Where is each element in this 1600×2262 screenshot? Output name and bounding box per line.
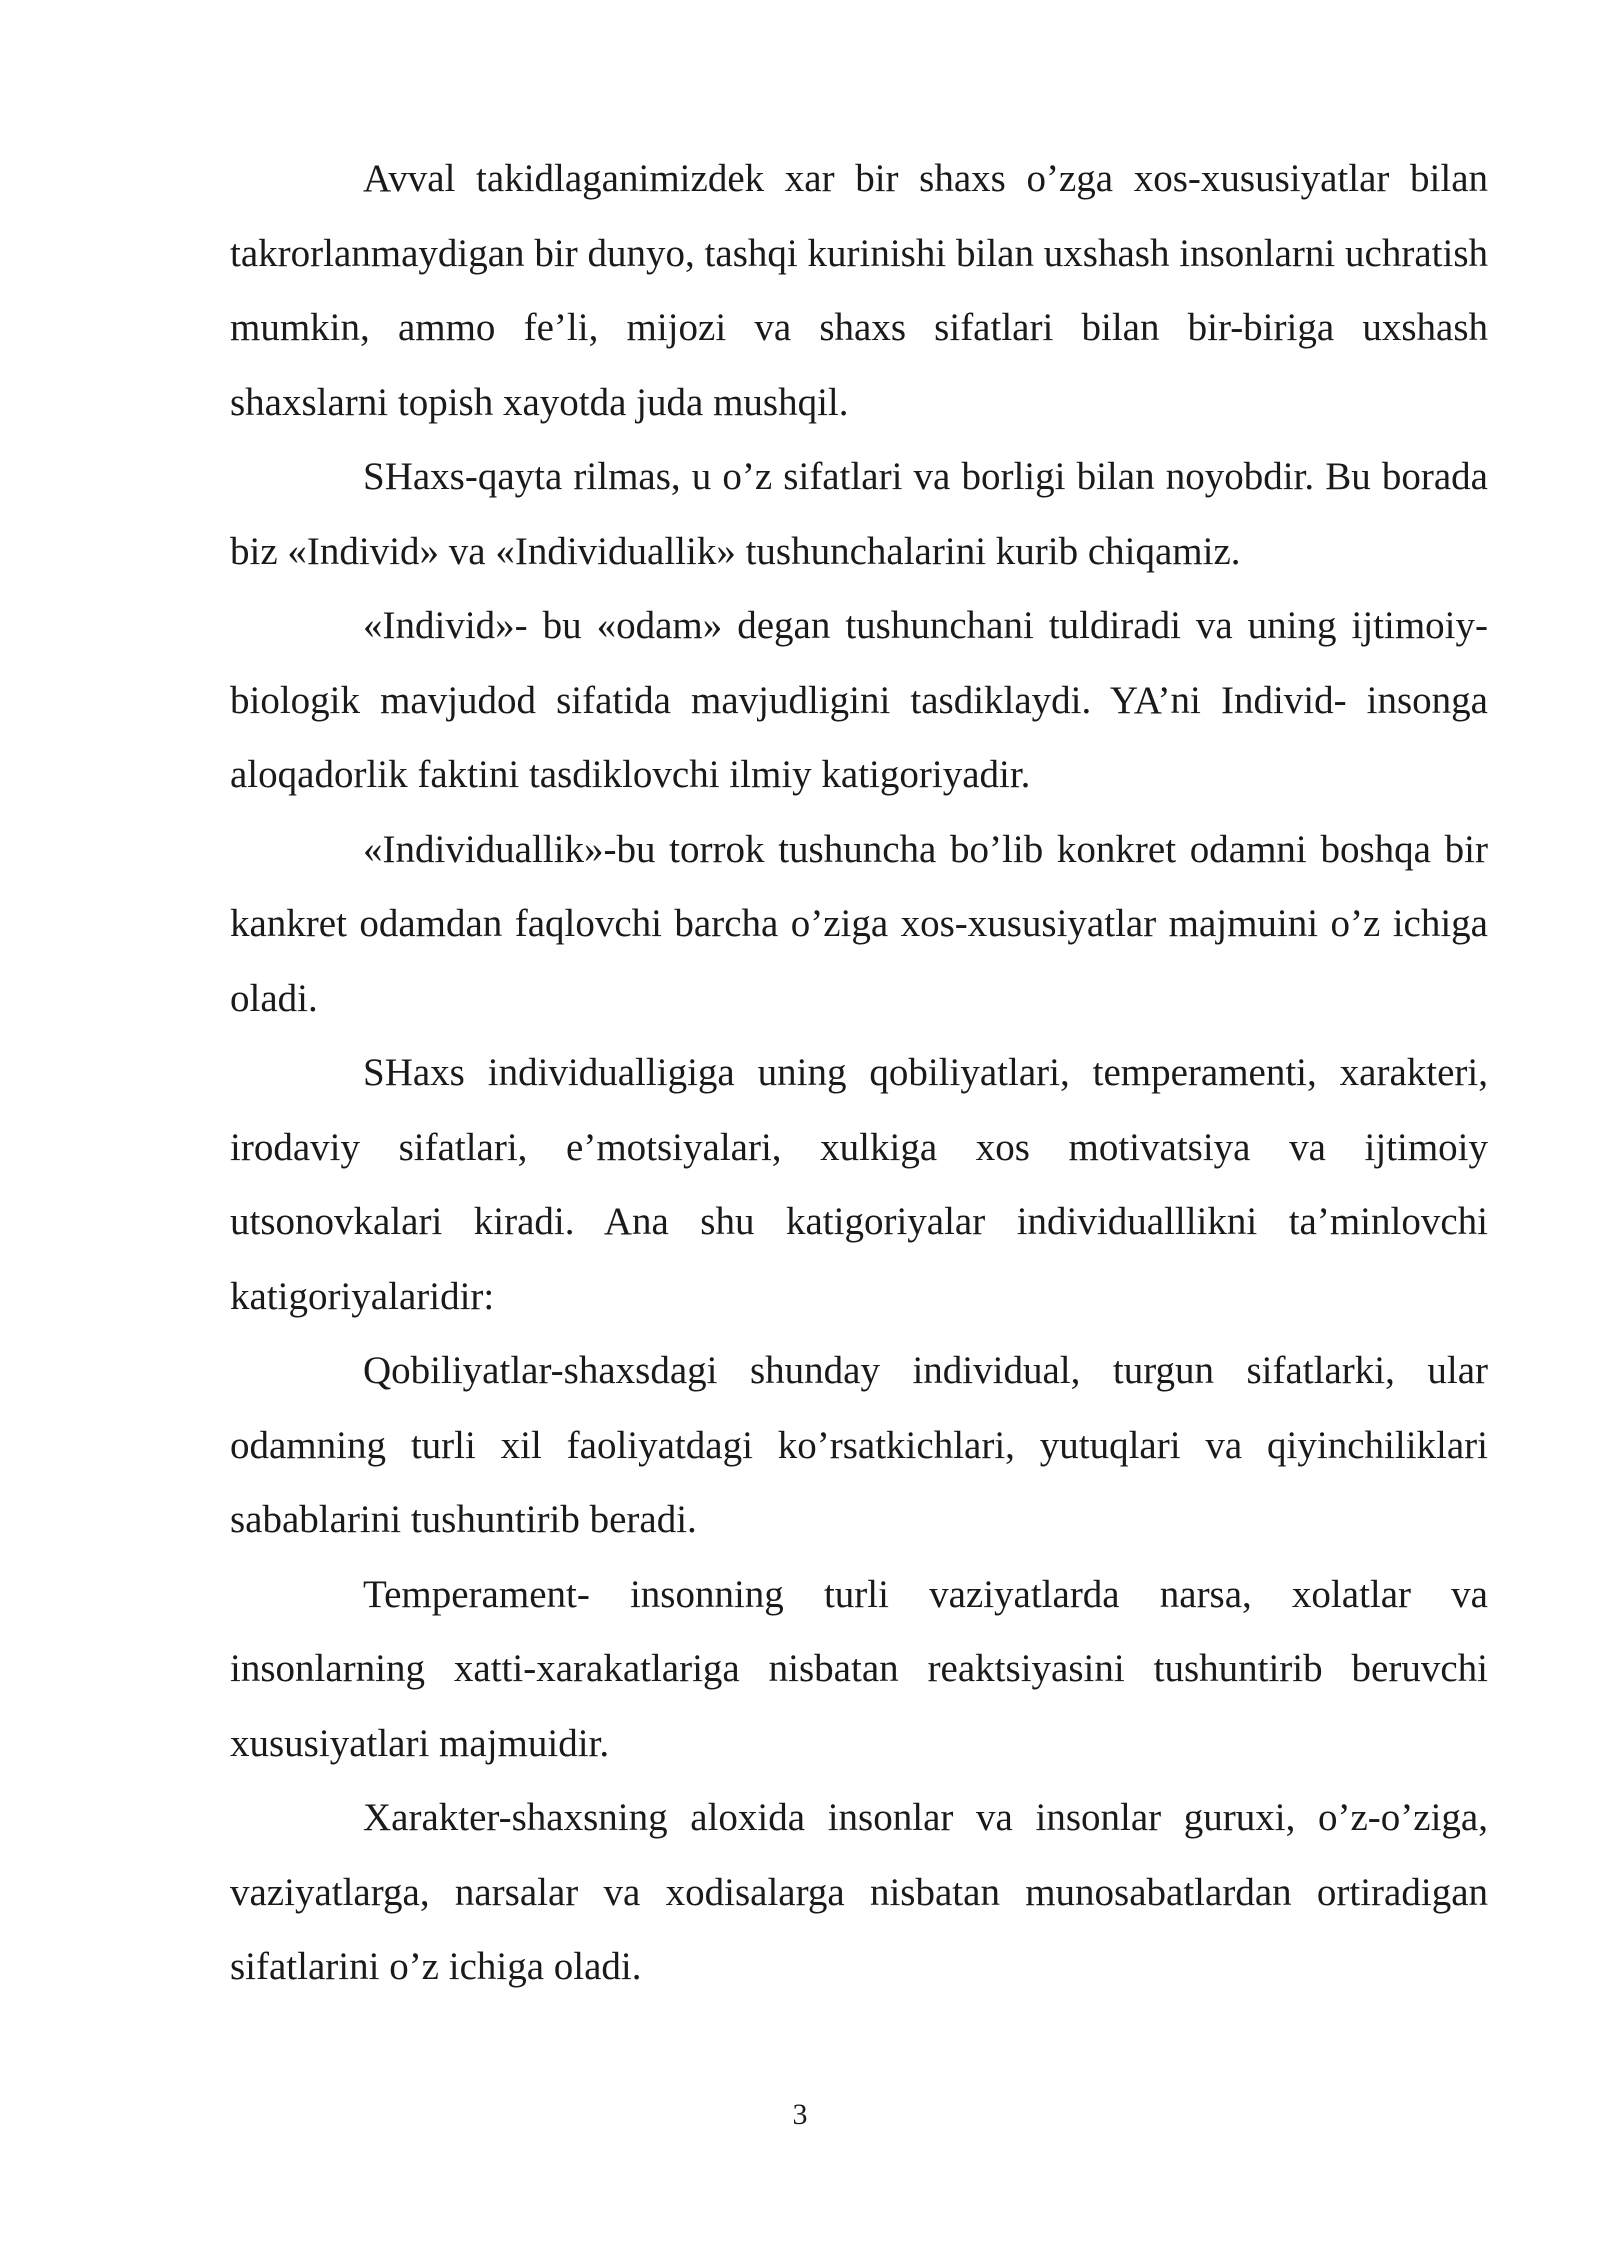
paragraph-1: Avval takidlaganimizdek xar bir shaxs o’zga xos-xususiyatlar bilan takrorlanmaydigan bir dunyo, tashqi kurinishi bilan uxshash insonlarni uchratish mumkin, ammo fe’li, mijozi va shaxs sifatlari bilan bir-biriga uxshash shaxslarni topish xayotda juda mushqil.	[230, 157, 1488, 424]
paragraph-4: «Individuallik»-bu torrok tushuncha bo’lib konkret odamni boshqa bir kankret odamdan faqlovchi barcha o’ziga xos-xususiyatlar majmuini o’z ichiga oladi.	[230, 827, 1488, 1020]
paragraph-7: Temperament- insonning turli vaziyatlarda narsa, xolatlar va insonlarning xatti-xarakatlariga nisbatan reaktsiyasini tushuntirib beruvchi xususiyatlari majmuidir.	[230, 1572, 1488, 1765]
paragraph-8: Xarakter-shaxsning aloxida insonlar va insonlar guruxi, o’z-o’ziga, vaziyatlarga, narsalar va xodisalarga nisbatan munosabatlardan ortiradigan sifatlarini o’z ichiga oladi.	[230, 1796, 1488, 1988]
paragraph-3: «Individ»- bu «odam» degan tushunchani tuldiradi va uning ijtimoiy-biologik mavjudod sifatida mavjudligini tasdiklaydi. YA’ni Individ- insonga aloqadorlik faktini tasdiklovchi ilmiy katigoriyadir.	[230, 604, 1488, 796]
paragraph-5: SHaxs individualligiga uning qobiliyatlari, temperamenti, xarakteri, irodaviy sifatlari, e’motsiyalari, xulkiga xos motivatsiya va ijtimoiy utsonovkalari kiradi. Ana shu katigoriyalar individualllikni ta’minlovchi katigoriyalaridir:	[230, 1051, 1488, 1318]
document-body	[230, 142, 1488, 2005]
page-number: 3	[792, 2098, 808, 2131]
paragraph-2: SHaxs-qayta rilmas, u o’z sifatlari va borligi bilan noyobdir. Bu borada biz «Individ» va «Individuallik» tushunchalarini kurib chiqamiz.	[230, 455, 1488, 573]
paragraph-6: Qobiliyatlar-shaxsdagi shunday individual, turgun sifatlarki, ular odamning turli xil faoliyatdagi ko’rsatkichlari, yutuqlari va qiyinchiliklari sabablarini tushuntirib beradi.	[230, 1349, 1488, 1541]
